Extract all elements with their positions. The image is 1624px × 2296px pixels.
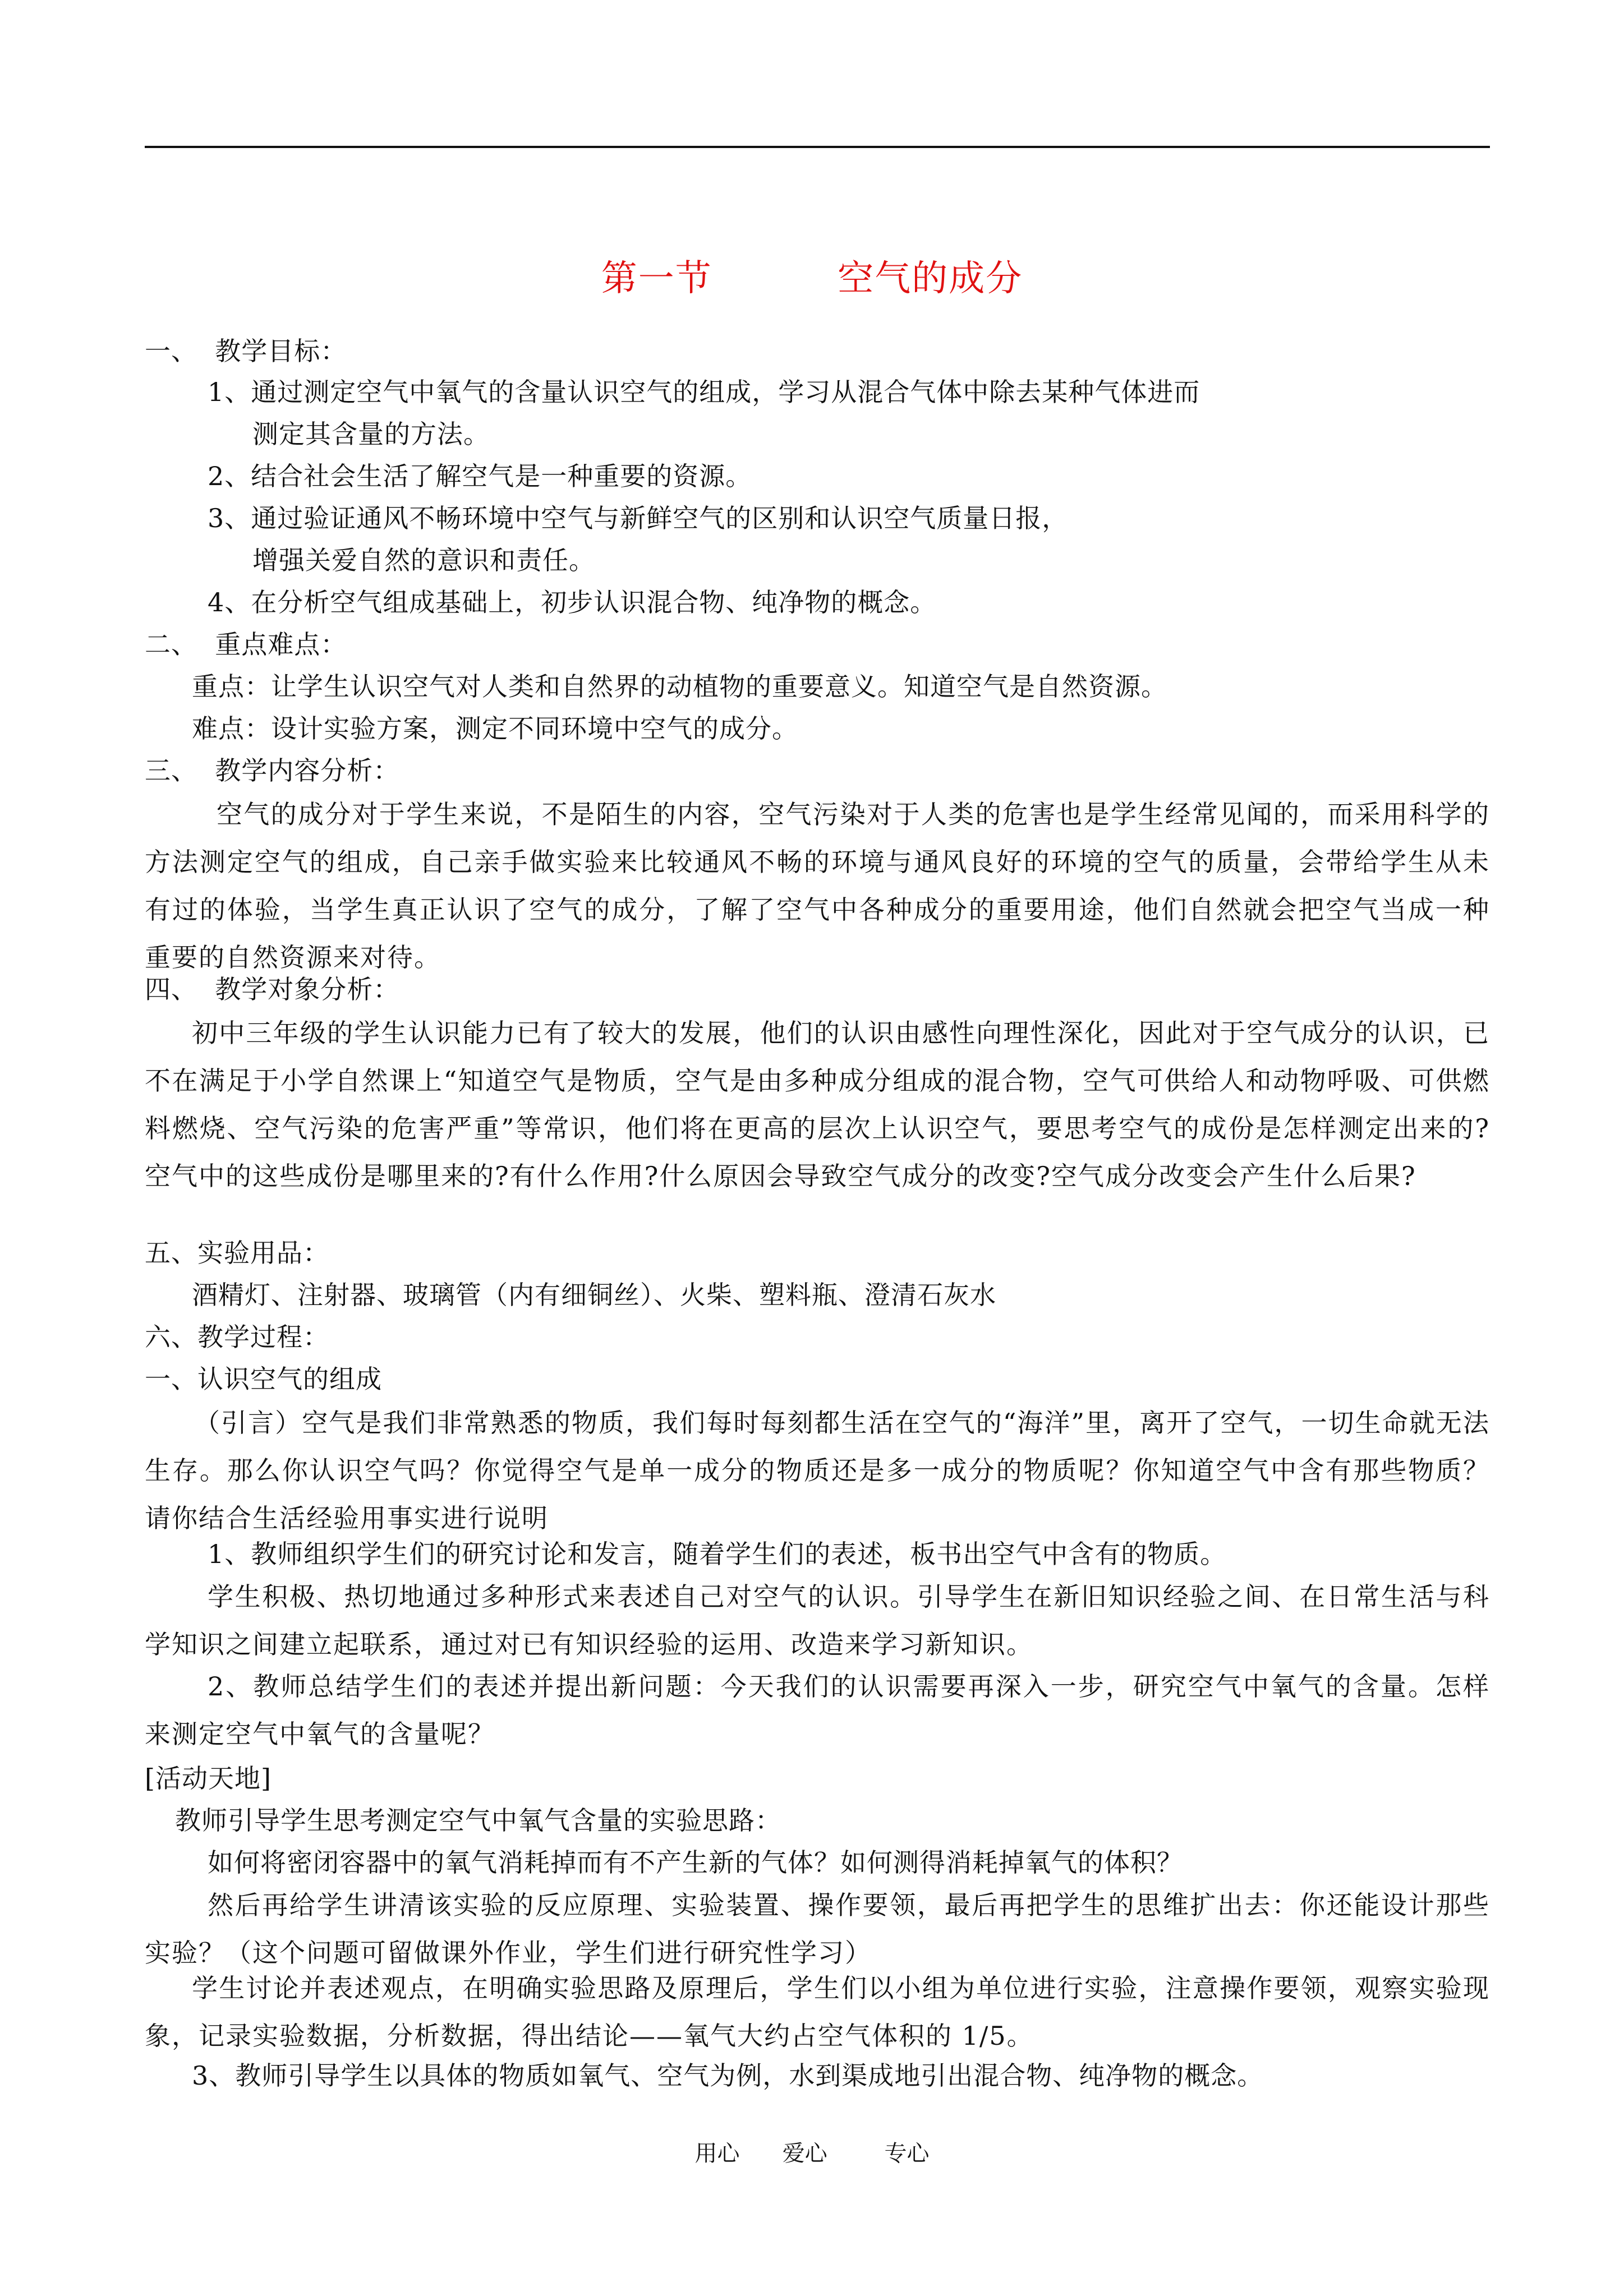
objective-item-3-cont: 增强关爱自然的意识和责任。 bbox=[252, 545, 595, 575]
activity-heading: [活动天地] bbox=[145, 1763, 272, 1794]
process-step-2: 2、教师总结学生们的表述并提出新问题：今天我们的认识需要再深入一步，研究空气中氧气的含量。怎样来测定空气中氧气的含量呢？ bbox=[145, 1671, 1490, 1749]
section-heading-objectives: 一、 教学目标： bbox=[145, 336, 347, 366]
objective-item-1: 1、通过测定空气中氧气的含量认识空气的组成，学习从混合气体中除去某种气体进而 bbox=[208, 377, 1200, 407]
activity-question: 如何将密闭容器中的氧气消耗掉而有不产生新的气体？如何测得消耗掉氧气的体积？ bbox=[208, 1847, 1183, 1878]
objective-item-4: 4、在分析空气组成基础上，初步认识混合物、纯净物的概念。 bbox=[208, 587, 937, 617]
objective-item-3: 3、通过验证通风不畅环境中空气与新鲜空气的区别和认识空气质量日报， bbox=[208, 503, 1069, 533]
section-heading-student-analysis: 四、 教学对象分析： bbox=[145, 974, 400, 1004]
activity-followup: 然后再给学生讲清该实验的反应原理、实验装置、操作要领，最后再把学生的思维扩出去：你还能设计那些实验？（这个问题可留做课外作业，学生们进行研究性学习） bbox=[145, 1890, 1490, 1968]
student-analysis-paragraph: 初中三年级的学生认识能力已有了较大的发展，他们的认识由感性向理性深化，因此对于空气成分的认识，已不在满足于小学自然课上“知道空气是物质，空气是由多种成分组成的混合物，空气可供给人和动物呼吸、可供燃料燃烧、空气污染的危害严重”等常识，他们将在更高的层次上认识空气，要思考空气的成份是怎样测定出来的?空气中的这些成份是哪里来的?有什么作用?什么原因会导致空气成分的改变?空气成分改变会产生什么后果? bbox=[145, 1018, 1490, 1191]
page-footer: 用心 爱心 专心 bbox=[694, 2141, 930, 2166]
process-step-3: 3、教师引导学生以具体的物质如氧气、空气为例，水到渠成地引出混合物、纯净物的概念。 bbox=[192, 2060, 1264, 2091]
section-heading-process: 六、教学过程： bbox=[145, 1322, 329, 1352]
key-point: 重点：让学生认识空气对人类和自然界的动植物的重要意义。知道空气是自然资源。 bbox=[192, 671, 1167, 702]
subsection-heading-air-composition: 一、认识空气的组成 bbox=[145, 1364, 382, 1394]
header-rule bbox=[145, 146, 1490, 148]
intro-paragraph: （引言）空气是我们非常熟悉的物质，我们每时每刻都生活在空气的“海洋”里，离开了空气，一切生命就无法生存。那么你认识空气吗？你觉得空气是单一成分的物质还是多一成分的物质呢？你知道空气中含有那些物质？请你结合生活经验用事实进行说明 bbox=[145, 1408, 1490, 1533]
page-title: 第一节 空气的成分 bbox=[601, 258, 1023, 299]
activity-guide: 教师引导学生思考测定空气中氧气含量的实验思路： bbox=[175, 1805, 781, 1836]
content-analysis-paragraph: 空气的成分对于学生来说，不是陌生的内容，空气污染对于人类的危害也是学生经常见闻的，而采用科学的方法测定空气的组成，自己亲手做实验来比较通风不畅的环境与通风良好的环境的空气的质量，会带给学生从未有过的体验，当学生真正认识了空气的成分，了解了空气中各种成分的重要用途，他们自然就会把空气当成一种重要的自然资源来对待。 bbox=[145, 799, 1490, 972]
objective-item-2: 2、结合社会生活了解空气是一种重要的资源。 bbox=[208, 461, 752, 491]
process-step-1-detail: 学生积极、热切地通过多种形式来表述自己对空气的认识。引导学生在新旧知识经验之间、在日常生活与科学知识之间建立起联系，通过对已有知识经验的运用、改造来学习新知识。 bbox=[145, 1582, 1490, 1659]
process-step-1: 1、教师组织学生们的研究讨论和发言，随着学生们的表述，板书出空气中含有的物质。 bbox=[208, 1539, 1227, 1569]
section-heading-content-analysis: 三、 教学内容分析： bbox=[145, 755, 400, 786]
student-discussion: 学生讨论并表述观点，在明确实验思路及原理后，学生们以小组为单位进行实验，注意操作要领，观察实验现象，记录实验数据，分析数据，得出结论——氧气大约占空气体积的 1/5。 bbox=[145, 1973, 1490, 2051]
objective-item-1-cont: 测定其含量的方法。 bbox=[252, 419, 490, 449]
difficult-point: 难点：设计实验方案，测定不同环境中空气的成分。 bbox=[192, 713, 798, 744]
materials-list: 酒精灯、注射器、玻璃管（内有细铜丝）、火柴、塑料瓶、澄清石灰水 bbox=[192, 1280, 996, 1310]
section-heading-key-points: 二、 重点难点： bbox=[145, 629, 347, 660]
section-heading-materials: 五、实验用品： bbox=[145, 1238, 329, 1268]
